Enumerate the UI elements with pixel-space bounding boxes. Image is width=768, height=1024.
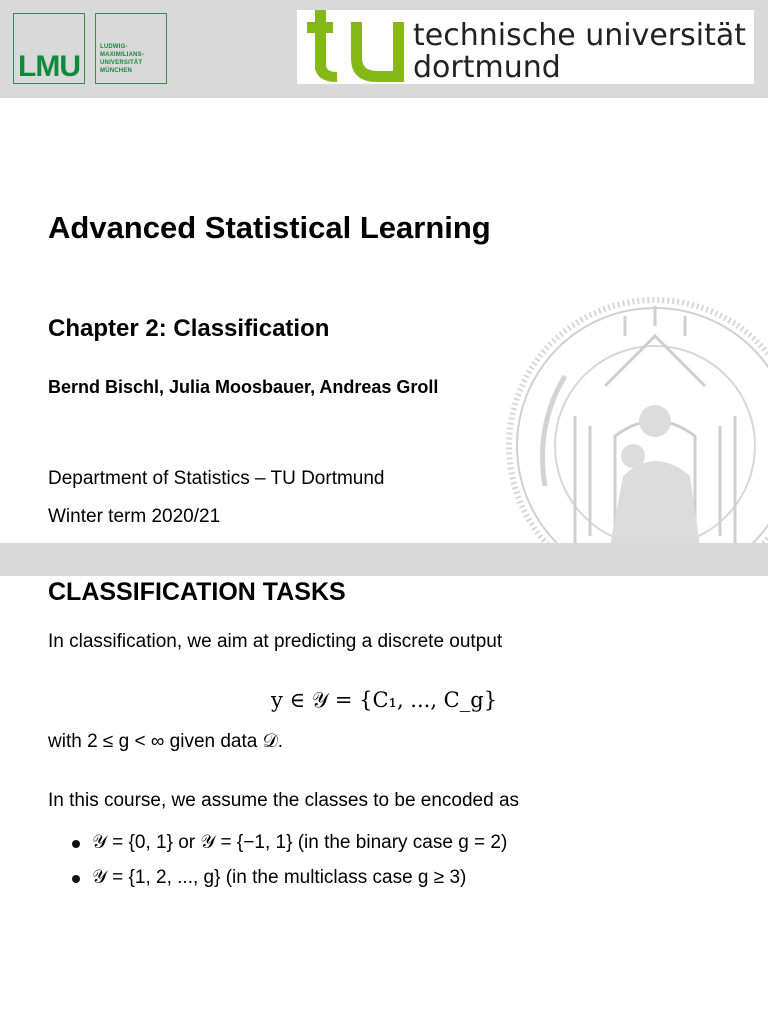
encoding-intro: In this course, we assume the classes to be encoded as (48, 790, 520, 811)
tu-logo-line: dortmund (413, 50, 561, 85)
tu-logo-line: technische universität (413, 18, 746, 53)
tu-logo-mark-icon (307, 10, 407, 82)
tu-dortmund-logo (297, 10, 754, 84)
with-line: with 2 ≤ g < ∞ given data 𝒟. (48, 731, 284, 752)
department: Department of Statistics – TU Dortmund (48, 468, 385, 489)
lmu-logo-line: LUDWIG- (100, 44, 128, 50)
lmu-logo-line: MÜNCHEN (100, 68, 133, 74)
chapter-title: Chapter 2: Classification (48, 315, 330, 342)
list-item (48, 865, 507, 900)
tu-logo-text (413, 20, 746, 84)
bullet-icon (72, 875, 80, 883)
list-item-text: 𝒴 = {1, 2, ..., g} (in the multiclass case g ≥ 3) (92, 867, 467, 888)
intro-text: In classification, we aim at predicting a discrete output (48, 631, 503, 652)
lmu-logo-mark-box (13, 13, 85, 84)
list-item-text: 𝒴 = {0, 1} or 𝒴 = {−1, 1} (in the binary case g = 2) (92, 832, 508, 853)
authors: Bernd Bischl, Julia Moosbauer, Andreas Groll (48, 377, 439, 397)
encoding-list (48, 830, 507, 900)
slide-heading: CLASSIFICATION TASKS (48, 578, 346, 606)
lmu-logo-line: UNIVERSITÄT (100, 60, 143, 66)
lmu-logo (13, 13, 168, 86)
lmu-logo-mark: LMU (18, 50, 80, 83)
output-equation: y ∈ 𝒴 = {C₁, ..., C_g} (270, 688, 498, 712)
term: Winter term 2020/21 (48, 506, 221, 527)
lmu-logo-line: MAXIMILIANS- (100, 52, 145, 58)
presentation-title: Advanced Statistical Learning (48, 210, 491, 245)
university-seal-watermark-icon (505, 296, 768, 543)
bullet-icon (72, 840, 80, 848)
content-slide (0, 576, 768, 1024)
slide-separator (0, 543, 768, 576)
list-item (48, 830, 507, 865)
lmu-logo-text (95, 13, 167, 84)
